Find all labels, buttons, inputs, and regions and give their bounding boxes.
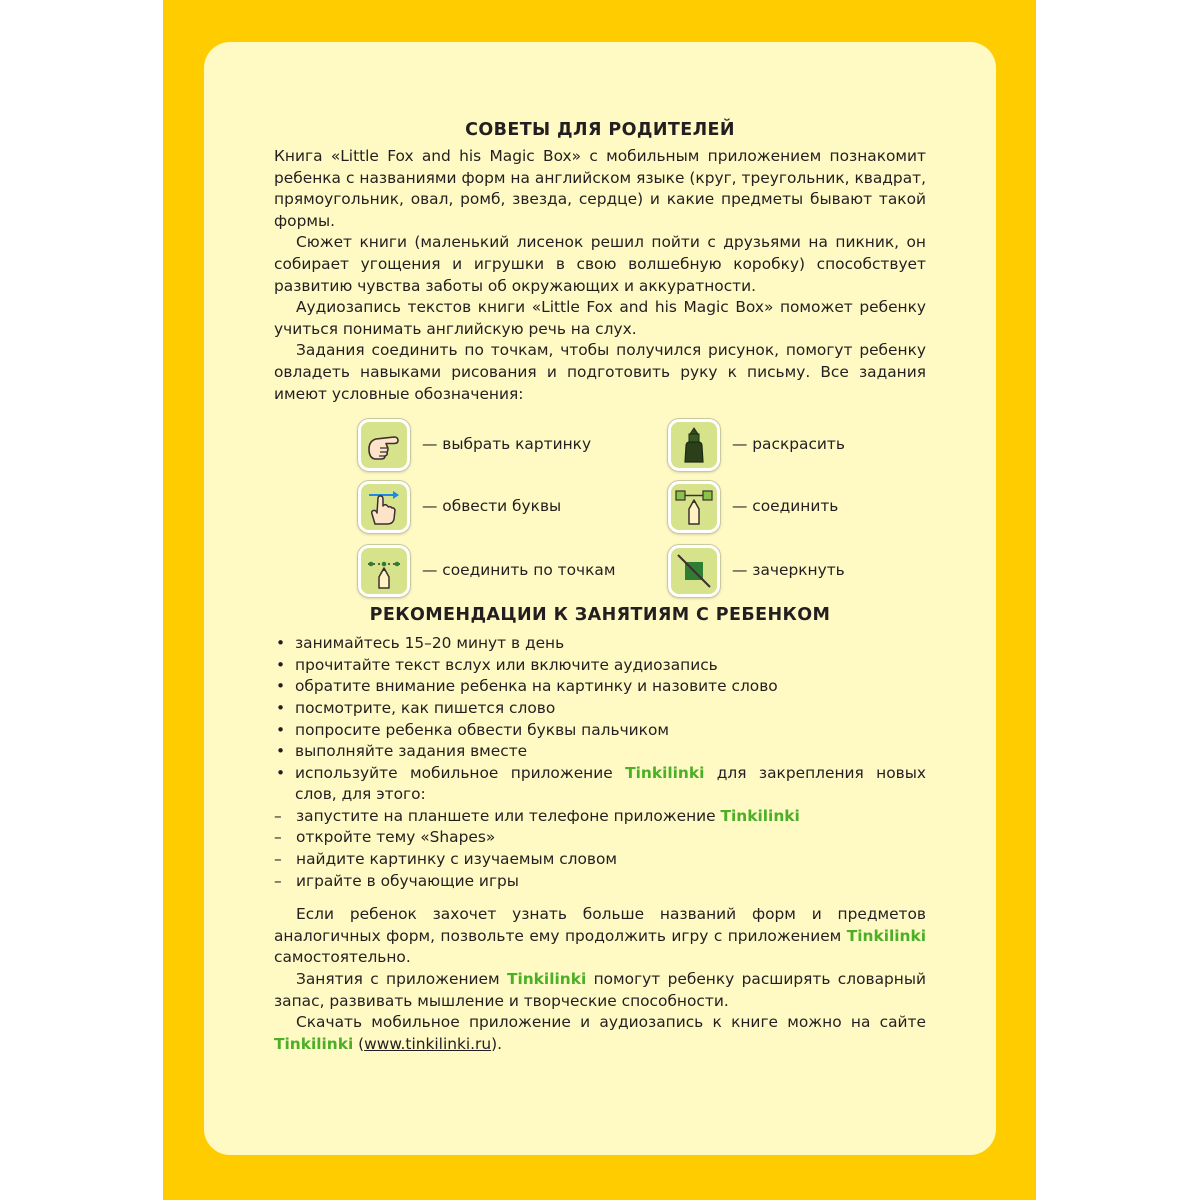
- step-item: – откройте тему «Shapes»: [274, 827, 926, 849]
- closing-text: Скачать мобильное приложение и аудиозапись к книге можно на сайте: [296, 1013, 926, 1032]
- tips-paragraph-1: Книга «Little Fox and his Magic Box» с мобильным приложением познакомит ребенка с названиями форм на английском языке (круг, треугольник, квадрат, прямоугольник, овал, ромб, звезда, сердце) и какие предметы бывают такой формы.: [274, 147, 926, 230]
- brand-name: Tinkilinki: [506, 970, 587, 989]
- legend-choose-picture: [358, 419, 591, 471]
- task-legend: [274, 415, 926, 603]
- dots-pencil-icon: [358, 545, 410, 597]
- legend-label: — обвести буквы: [422, 497, 562, 516]
- tips-paragraph-4: Задания соединить по точкам, чтобы получился рисунок, помогут ребенку овладеть навыками рисования и подготовить руку к письму. Все задания имеют условные обозначения:: [274, 341, 926, 403]
- brand-name: Tinkilinki: [846, 926, 926, 945]
- closing-text: Занятия с приложением: [296, 970, 507, 989]
- list-item: • попросите ребенка обвести буквы пальчиком: [274, 720, 926, 742]
- recommendations-title: РЕКОМЕНДАЦИИ К ЗАНЯТИЯМ С РЕБЕНКОМ: [369, 605, 831, 626]
- list-item: • обратите внимание ребенка на картинку и назовите слово: [274, 676, 926, 698]
- app-steps-list: [274, 806, 926, 892]
- tracing-hand-icon: [358, 481, 410, 533]
- legend-connect: [668, 481, 838, 533]
- legend-label: — раскрасить: [732, 435, 845, 454]
- cross-out-icon: [668, 545, 720, 597]
- step-item: [274, 806, 926, 828]
- brand-name: Tinkilinki: [720, 806, 800, 825]
- recommendations-list: [274, 633, 926, 806]
- pointing-hand-icon: [358, 419, 410, 471]
- list-item: • посмотрите, как пишется слово: [274, 698, 926, 720]
- step-item: – играйте в обучающие игры: [274, 871, 926, 893]
- list-item: • выполняйте задания вместе: [274, 741, 926, 763]
- legend-label: — соединить: [732, 497, 839, 516]
- closing-text: ).: [491, 1034, 503, 1053]
- list-item: • занимайтесь 15–20 минут в день: [274, 633, 926, 655]
- connect-pencil-icon: [668, 481, 720, 533]
- step-text: запустите на планшете или телефоне приложение: [296, 806, 721, 825]
- legend-label: — зачеркнуть: [732, 561, 845, 580]
- tips-paragraph-2: Сюжет книги (маленький лисенок решил пойти с друзьями на пикник, он собирает угощения и игрушки в свою волшебную коробку) способствует развитию чувства заботы об окружающих и аккуратности.: [274, 233, 926, 295]
- tips-paragraph-3: Аудиозапись текстов книги «Little Fox and his Magic Box» поможет ребенку учиться понимать английскую речь на слух.: [274, 298, 926, 338]
- marker-icon: [668, 419, 720, 471]
- closing-text: (: [353, 1034, 365, 1053]
- closing-paragraph-3: [274, 1012, 926, 1055]
- content: [274, 118, 926, 1055]
- brand-name: Tinkilinki: [274, 1034, 354, 1053]
- brand-name: Tinkilinki: [625, 763, 705, 782]
- legend-label: — соединить по точкам: [422, 561, 616, 580]
- legend-label: — выбрать картинку: [422, 435, 592, 454]
- legend-connect-dots: [358, 545, 615, 597]
- list-item-app: [274, 763, 926, 806]
- closing-paragraph-1: [274, 904, 926, 969]
- legend-cross-out: [668, 545, 845, 597]
- tips-title: СОВЕТЫ ДЛЯ РОДИТЕЛЕЙ: [465, 120, 735, 140]
- closing-text: помогут ребенку расширять словарный запас, развивать мышление и творческие способности.: [274, 970, 926, 1010]
- legend-color-in: [668, 419, 845, 471]
- closing-paragraph-2: [274, 969, 926, 1012]
- legend-trace-letters: [358, 481, 561, 533]
- app-item-text: для закрепления новых слов, для этого:: [295, 763, 926, 804]
- closing-text: самостоятельно.: [274, 948, 411, 967]
- closing-text: Если ребенок захочет узнать больше названий форм и предметов аналогичных форм, позвольте ему продолжить игру с приложением: [274, 905, 926, 945]
- website-link[interactable]: www.tinkilinki.ru: [364, 1034, 492, 1053]
- step-item: – найдите картинку с изучаемым словом: [274, 849, 926, 871]
- list-item: • прочитайте текст вслух или включите аудиозапись: [274, 655, 926, 677]
- app-item-text: используйте мобильное приложение: [295, 763, 626, 782]
